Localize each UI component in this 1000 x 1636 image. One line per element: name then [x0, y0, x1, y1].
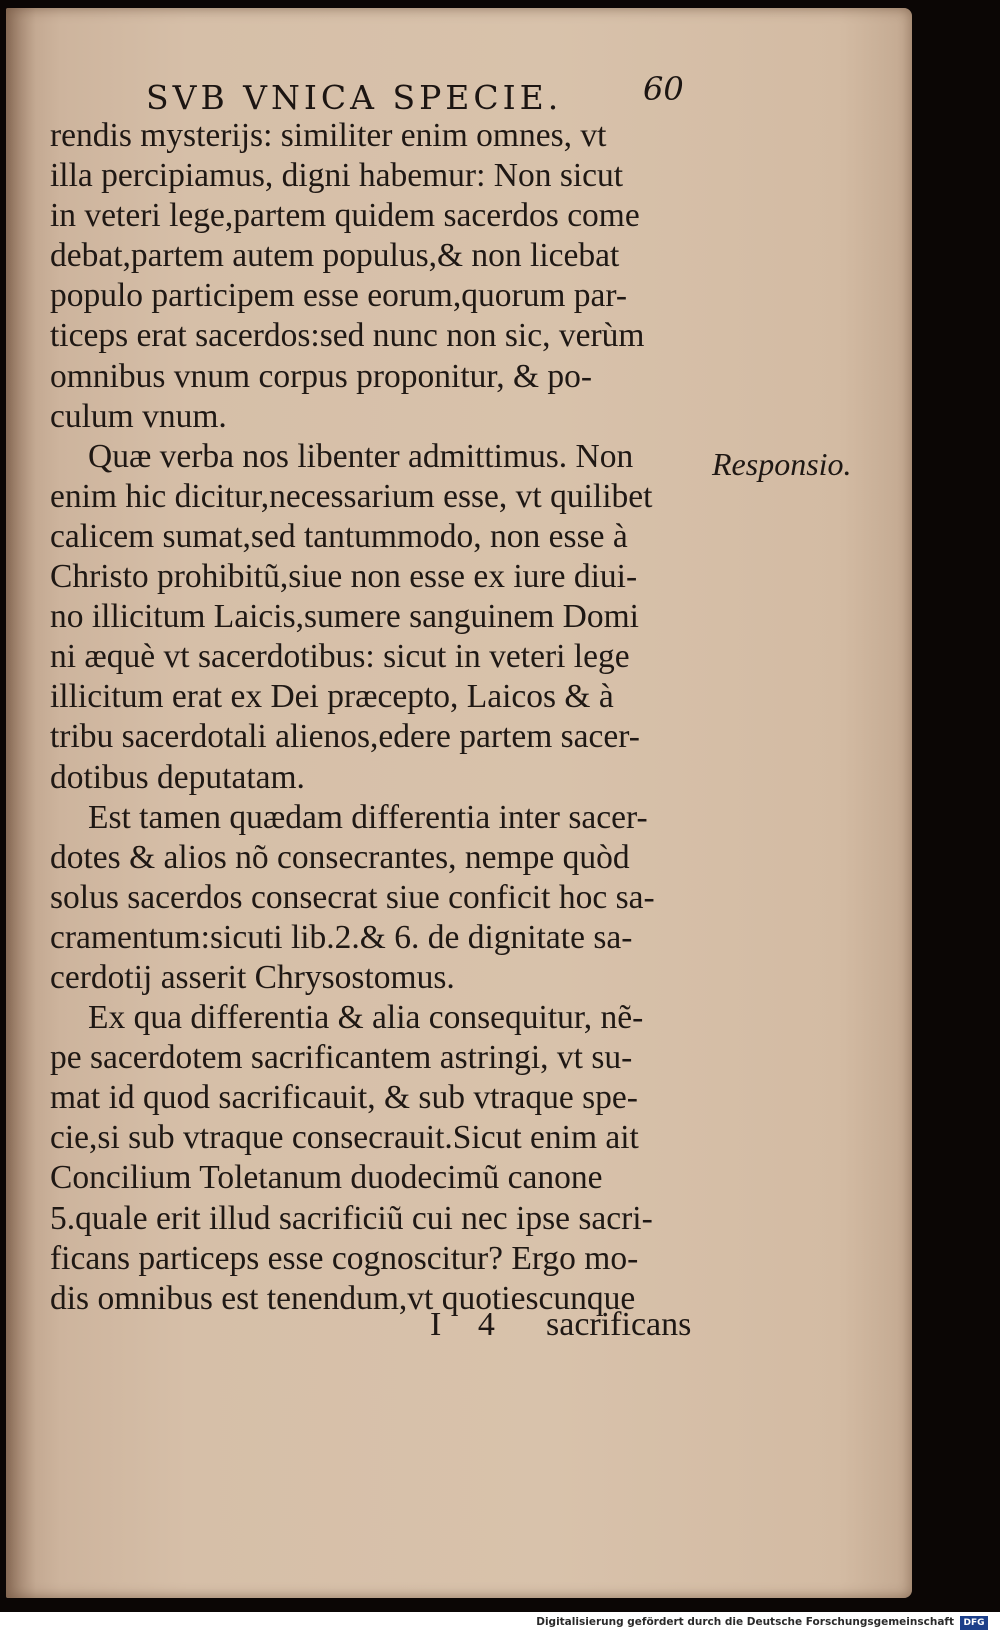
text-line: cerdotij asserit Chrysostomus.	[50, 958, 455, 996]
text-line: dotes & alios nõ consecrantes, nempe quòd	[50, 838, 630, 876]
running-head: SVB VNICA SPECIE.	[146, 78, 563, 117]
text-line: calicem sumat,sed tantummodo, non esse à	[50, 517, 628, 555]
text-line: omnibus vnum corpus proponitur, & po-	[50, 357, 593, 395]
text-line: ni æquè vt sacerdotibus: sicut in veteri lege	[50, 638, 630, 676]
text-line: ficans particeps esse cognoscitur? Ergo mo-	[50, 1239, 639, 1277]
signature-mark: I 4	[430, 1306, 509, 1343]
text-line: illicitum erat ex Dei præcepto, Laicos & à	[50, 678, 614, 716]
text-line: cramentum:sicuti lib.2.& 6. de dignitate sa-	[50, 918, 633, 956]
text-line: tribu sacerdotali alienos,edere partem sacer-	[50, 718, 640, 756]
text-line: populo participem esse eorum,quorum par-	[50, 277, 628, 315]
footer-bar	[0, 1612, 1000, 1636]
text-line: pe sacerdotem sacrificantem astringi, vt su-	[50, 1039, 633, 1077]
text-line: solus sacerdos consecrat siue conficit hoc sa-	[50, 878, 655, 916]
text-line: in veteri lege,partem quidem sacerdos come	[50, 197, 640, 235]
text-line: enim hic dicitur,necessarium esse, vt quilibet	[50, 477, 653, 515]
text-line: Quæ verba nos libenter admittimus. Non	[88, 437, 634, 475]
text-line: Ex qua differentia & alia consequitur, nẽ-	[88, 999, 644, 1037]
text-line: 5.quale erit illud sacrificiũ cui nec ipse sacri-	[50, 1199, 653, 1237]
binding-edge	[6, 8, 36, 1598]
dfg-logo-icon: DFG	[960, 1616, 988, 1630]
text-line: debat,partem autem populus,& non licebat	[50, 237, 620, 275]
catchword: sacrificans	[546, 1306, 692, 1343]
text-line: rendis mysterijs: similiter enim omnes, vt	[50, 117, 607, 154]
text-line: dotibus deputatam.	[50, 758, 305, 796]
text-line: no illicitum Laicis,sumere sanguinem Domi	[50, 598, 639, 636]
text-line: culum vnum.	[50, 397, 227, 435]
text-line: cie,si sub vtraque consecrauit.Sicut enim ait	[50, 1119, 639, 1157]
text-line: Est tamen quædam differentia inter sacer-	[88, 798, 648, 836]
funding-credit: Digitalisierung gefördert durch die Deutsche Forschungsgemeinschaft	[536, 1616, 954, 1628]
body-text	[50, 116, 700, 1319]
margin-note: Responsio.	[712, 446, 852, 482]
folio-number: 60	[643, 70, 684, 108]
text-line: ticeps erat sacerdos:sed nunc non sic, verùm	[50, 317, 645, 355]
text-line: dis omnibus est tenendum,vt quotiescunque	[50, 1279, 636, 1317]
text-line: illa percipiamus, digni habemur: Non sicut	[50, 157, 624, 195]
text-line: Concilium Toletanum duodecimũ canone	[50, 1159, 603, 1197]
text-line: Christo prohibitũ,siue non esse ex iure diui-	[50, 558, 638, 596]
text-line: mat id quod sacrificauit, & sub vtraque spe-	[50, 1079, 638, 1117]
book-page	[6, 8, 912, 1598]
